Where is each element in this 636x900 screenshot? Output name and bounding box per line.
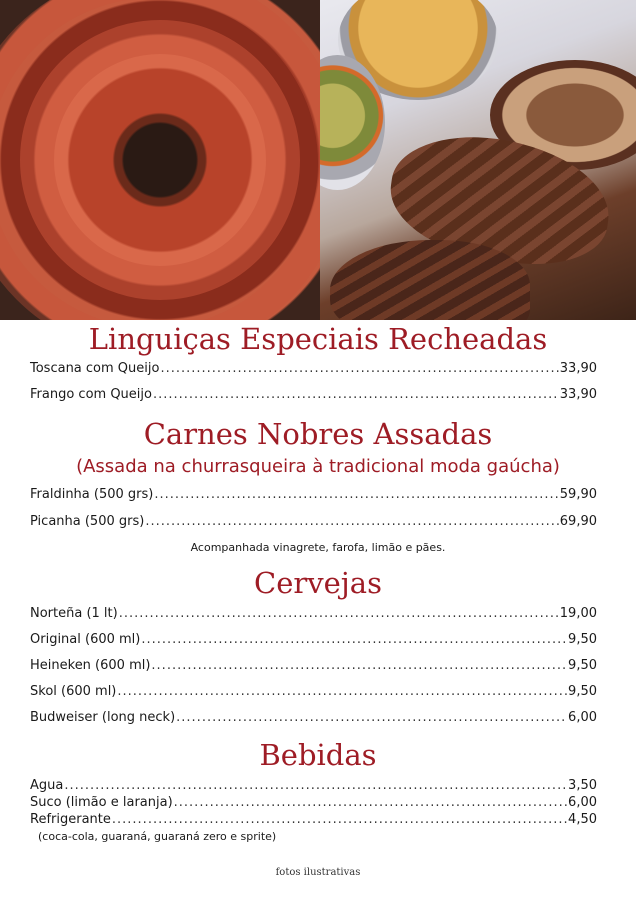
menu-item xyxy=(30,795,597,811)
leader-dots xyxy=(160,361,558,377)
leader-dots xyxy=(145,514,558,530)
menu-item xyxy=(30,387,597,403)
menu-item xyxy=(30,361,597,377)
item-price: 33,90 xyxy=(559,387,597,402)
section-title-bebidas: Bebidas xyxy=(259,738,377,772)
soft-drinks-note: (coca-cola, guaraná, guaraná zero e sprite) xyxy=(38,830,277,843)
item-name: Toscana com Queijo xyxy=(30,361,160,376)
leader-dots xyxy=(153,387,559,403)
grilled-meats-photo xyxy=(320,0,636,320)
leader-dots xyxy=(174,795,567,811)
item-name: Heineken (600 ml) xyxy=(30,658,151,673)
leader-dots xyxy=(119,606,559,622)
item-name: Picanha (500 grs) xyxy=(30,514,145,529)
sausage-photo xyxy=(0,0,320,320)
menu-item xyxy=(30,812,597,828)
accompaniment-note: Acompanhada vinagrete, farofa, limão e pães. xyxy=(190,541,446,554)
item-name: Refrigerante xyxy=(30,812,111,827)
item-price: 69,90 xyxy=(559,514,597,529)
item-price: 4,50 xyxy=(568,812,597,827)
photo-banner xyxy=(0,0,636,320)
photo-disclaimer: fotos ilustrativas xyxy=(275,867,361,878)
item-name: Frango com Queijo xyxy=(30,387,152,402)
item-name: Original (600 ml) xyxy=(30,632,141,647)
item-price: 19,00 xyxy=(559,606,597,621)
item-name: Budweiser (long neck) xyxy=(30,710,176,725)
section-title-cervejas: Cervejas xyxy=(254,566,382,600)
leader-dots xyxy=(64,778,567,794)
section-subtitle-carnes: (Assada na churrasqueira à tradicional moda gaúcha) xyxy=(76,456,560,477)
item-name: Suco (limão e laranja) xyxy=(30,795,173,810)
menu-item xyxy=(30,514,597,530)
item-name: Norteña (1 lt) xyxy=(30,606,118,621)
leader-dots xyxy=(176,710,567,726)
menu-item xyxy=(30,487,597,503)
leader-dots xyxy=(141,632,567,648)
section-title-linguicas: Linguiças Especiais Recheadas xyxy=(88,322,548,356)
item-price: 59,90 xyxy=(559,487,597,502)
leader-dots xyxy=(154,487,558,503)
item-name: Fraldinha (500 grs) xyxy=(30,487,154,502)
menu-item xyxy=(30,632,597,648)
leader-dots xyxy=(112,812,567,828)
menu-item xyxy=(30,606,597,622)
item-price: 3,50 xyxy=(568,778,597,793)
leader-dots xyxy=(151,658,567,674)
menu-item xyxy=(30,684,597,700)
menu-item xyxy=(30,710,597,726)
menu-item xyxy=(30,658,597,674)
section-title-carnes: Carnes Nobres Assadas xyxy=(143,417,493,451)
item-price: 9,50 xyxy=(568,658,597,673)
item-name: Skol (600 ml) xyxy=(30,684,117,699)
item-price: 6,00 xyxy=(568,795,597,810)
item-price: 9,50 xyxy=(568,684,597,699)
leader-dots xyxy=(117,684,567,700)
item-price: 33,90 xyxy=(559,361,597,376)
item-name: Agua xyxy=(30,778,64,793)
item-price: 9,50 xyxy=(568,632,597,647)
item-price: 6,00 xyxy=(568,710,597,725)
menu-item xyxy=(30,778,597,794)
